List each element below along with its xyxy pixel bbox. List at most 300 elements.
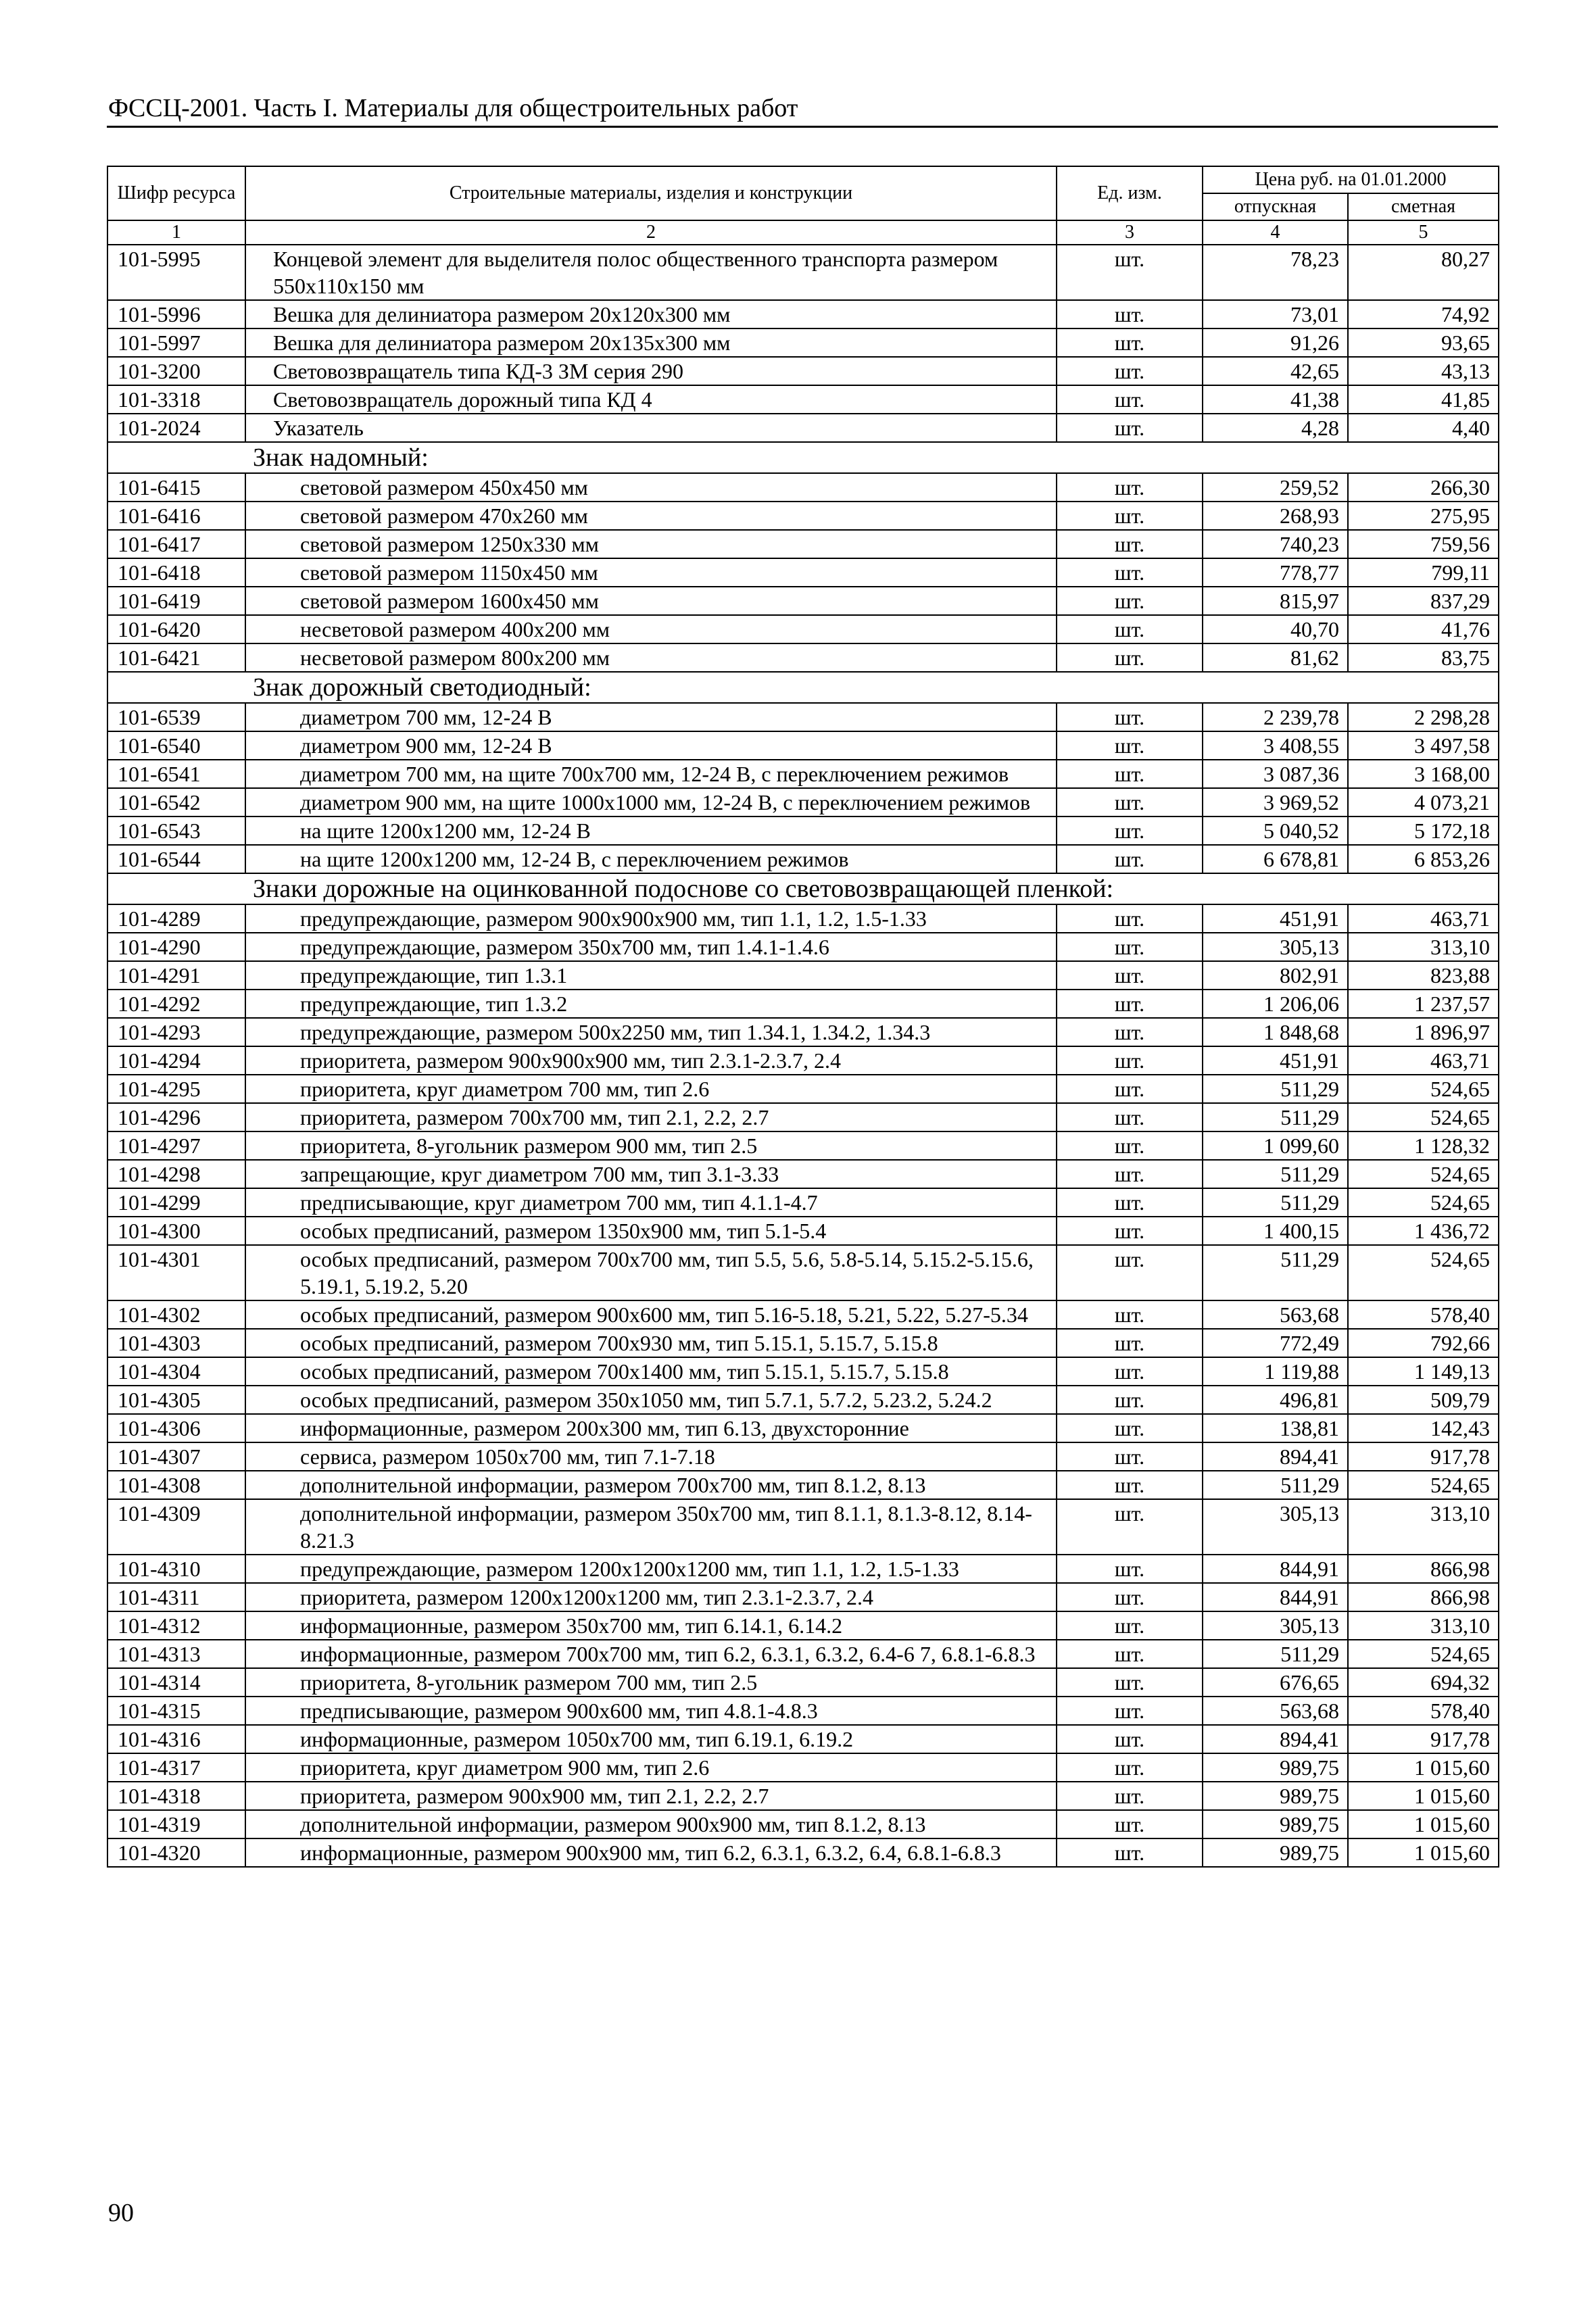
release-price: 3 969,52 — [1203, 788, 1348, 817]
unit-cell: шт. — [1057, 1697, 1203, 1725]
material-name: предписывающие, размером 900х600 мм, тип 4.8.1-4.8.3 — [245, 1697, 1057, 1725]
estimate-price: 524,65 — [1348, 1640, 1499, 1668]
table-row — [107, 1499, 1499, 1555]
unit-cell: шт. — [1057, 933, 1203, 961]
material-name: предупреждающие, размером 500х2250 мм, тип 1.34.1, 1.34.2, 1.34.3 — [245, 1018, 1057, 1046]
estimate-price: 917,78 — [1348, 1725, 1499, 1753]
resource-code: 101-4304 — [107, 1357, 245, 1386]
table-row — [107, 1753, 1499, 1782]
release-price: 511,29 — [1203, 1245, 1348, 1300]
estimate-price: 866,98 — [1348, 1555, 1499, 1583]
material-name: предупреждающие, размером 350х700 мм, тип 1.4.1-1.4.6 — [245, 933, 1057, 961]
column-number: 3 — [1057, 220, 1203, 245]
table-row — [107, 245, 1499, 300]
release-price: 802,91 — [1203, 961, 1348, 990]
unit-cell: шт. — [1057, 1386, 1203, 1414]
release-price: 259,52 — [1203, 473, 1348, 502]
release-price: 4,28 — [1203, 414, 1348, 442]
table-row — [107, 1329, 1499, 1357]
resource-code: 101-4289 — [107, 904, 245, 933]
material-name: диаметром 900 мм, 12-24 В — [245, 731, 1057, 760]
resource-code: 101-4291 — [107, 961, 245, 990]
table-row — [107, 990, 1499, 1018]
resource-code: 101-4310 — [107, 1555, 245, 1583]
estimate-price: 524,65 — [1348, 1075, 1499, 1103]
resource-code: 101-4307 — [107, 1442, 245, 1471]
material-name: световой размером 1600х450 мм — [245, 587, 1057, 615]
material-name: особых предписаний, размером 350х1050 мм, тип 5.7.1, 5.7.2, 5.23.2, 5.24.2 — [245, 1386, 1057, 1414]
release-price: 511,29 — [1203, 1160, 1348, 1188]
estimate-price: 1 896,97 — [1348, 1018, 1499, 1046]
unit-cell: шт. — [1057, 1471, 1203, 1499]
release-price: 511,29 — [1203, 1075, 1348, 1103]
resource-code: 101-6541 — [107, 760, 245, 788]
table-row — [107, 1583, 1499, 1611]
material-name: приоритета, размером 1200х1200х1200 мм, тип 2.3.1-2.3.7, 2.4 — [245, 1583, 1057, 1611]
material-name: предупреждающие, размером 900х900х900 мм, тип 1.1, 1.2, 1.5-1.33 — [245, 904, 1057, 933]
table-row — [107, 760, 1499, 788]
estimate-price: 2 298,28 — [1348, 703, 1499, 731]
release-price: 2 239,78 — [1203, 703, 1348, 731]
release-price: 40,70 — [1203, 615, 1348, 643]
resource-code: 101-4317 — [107, 1753, 245, 1782]
material-name: на щите 1200х1200 мм, 12-24 В, с переключением режимов — [245, 845, 1057, 873]
table-row — [107, 731, 1499, 760]
estimate-price: 524,65 — [1348, 1245, 1499, 1300]
material-name: предупреждающие, тип 1.3.2 — [245, 990, 1057, 1018]
table-row — [107, 587, 1499, 615]
estimate-price: 524,65 — [1348, 1103, 1499, 1131]
table-row — [107, 1611, 1499, 1640]
release-price: 676,65 — [1203, 1668, 1348, 1697]
unit-cell: шт. — [1057, 328, 1203, 357]
release-price: 989,75 — [1203, 1810, 1348, 1838]
unit-cell: шт. — [1057, 530, 1203, 558]
estimate-price: 463,71 — [1348, 1046, 1499, 1075]
release-price: 511,29 — [1203, 1640, 1348, 1668]
table-row — [107, 1300, 1499, 1329]
material-name: особых предписаний, размером 900х600 мм, тип 5.16-5.18, 5.21, 5.22, 5.27-5.34 — [245, 1300, 1057, 1329]
unit-cell: шт. — [1057, 1300, 1203, 1329]
resource-code: 101-4300 — [107, 1217, 245, 1245]
table-row — [107, 300, 1499, 328]
estimate-price: 759,56 — [1348, 530, 1499, 558]
unit-cell: шт. — [1057, 1838, 1203, 1867]
release-price: 740,23 — [1203, 530, 1348, 558]
table-row — [107, 414, 1499, 442]
resource-code: 101-4290 — [107, 933, 245, 961]
resource-code: 101-6417 — [107, 530, 245, 558]
material-name: дополнительной информации, размером 350х700 мм, тип 8.1.1, 8.1.3-8.12, 8.14-8.21.3 — [245, 1499, 1057, 1555]
resource-code: 101-6543 — [107, 817, 245, 845]
material-name: приоритета, круг диаметром 900 мм, тип 2.6 — [245, 1753, 1057, 1782]
table-row — [107, 1245, 1499, 1300]
group-title: Знак надомный: — [107, 442, 1499, 473]
table-body — [107, 245, 1499, 1867]
estimate-price: 1 015,60 — [1348, 1753, 1499, 1782]
unit-cell: шт. — [1057, 1046, 1203, 1075]
release-price: 989,75 — [1203, 1782, 1348, 1810]
header-price: Цена руб. на 01.01.2000 — [1203, 166, 1499, 193]
release-price: 42,65 — [1203, 357, 1348, 385]
release-price: 305,13 — [1203, 1499, 1348, 1555]
release-price: 91,26 — [1203, 328, 1348, 357]
material-name: особых предписаний, размером 700х1400 мм, тип 5.15.1, 5.15.7, 5.15.8 — [245, 1357, 1057, 1386]
resource-code: 101-3200 — [107, 357, 245, 385]
material-name: Вешка для делиниатора размером 20х135х300 мм — [245, 328, 1057, 357]
unit-cell: шт. — [1057, 1131, 1203, 1160]
release-price: 1 206,06 — [1203, 990, 1348, 1018]
resource-code: 101-2024 — [107, 414, 245, 442]
table-row — [107, 558, 1499, 587]
resource-code: 101-4311 — [107, 1583, 245, 1611]
release-price: 511,29 — [1203, 1103, 1348, 1131]
unit-cell: шт. — [1057, 845, 1203, 873]
estimate-price: 266,30 — [1348, 473, 1499, 502]
resource-code: 101-4313 — [107, 1640, 245, 1668]
unit-cell: шт. — [1057, 558, 1203, 587]
page-title: ФССЦ-2001. Часть I. Материалы для общестроительных работ — [108, 94, 798, 122]
unit-cell: шт. — [1057, 760, 1203, 788]
table-row — [107, 1697, 1499, 1725]
estimate-price: 4,40 — [1348, 414, 1499, 442]
release-price: 496,81 — [1203, 1386, 1348, 1414]
resource-code: 101-4294 — [107, 1046, 245, 1075]
group-title: Знак дорожный светодиодный: — [107, 672, 1499, 703]
table-row — [107, 1810, 1499, 1838]
estimate-price: 917,78 — [1348, 1442, 1499, 1471]
resource-code: 101-4298 — [107, 1160, 245, 1188]
unit-cell: шт. — [1057, 357, 1203, 385]
table-row — [107, 933, 1499, 961]
estimate-price: 524,65 — [1348, 1471, 1499, 1499]
column-number: 1 — [107, 220, 245, 245]
estimate-price: 1 015,60 — [1348, 1838, 1499, 1867]
unit-cell: шт. — [1057, 1640, 1203, 1668]
table-row — [107, 845, 1499, 873]
unit-cell: шт. — [1057, 817, 1203, 845]
column-number: 2 — [245, 220, 1057, 245]
release-price: 3 408,55 — [1203, 731, 1348, 760]
estimate-price: 3 168,00 — [1348, 760, 1499, 788]
estimate-price: 578,40 — [1348, 1300, 1499, 1329]
unit-cell: шт. — [1057, 502, 1203, 530]
material-name: световой размером 470х260 мм — [245, 502, 1057, 530]
resource-code: 101-4306 — [107, 1414, 245, 1442]
header-unit: Ед. изм. — [1057, 166, 1203, 220]
unit-cell: шт. — [1057, 1555, 1203, 1583]
unit-cell: шт. — [1057, 615, 1203, 643]
unit-cell: шт. — [1057, 1160, 1203, 1188]
material-name: дополнительной информации, размером 700х700 мм, тип 8.1.2, 8.13 — [245, 1471, 1057, 1499]
resource-code: 101-4299 — [107, 1188, 245, 1217]
material-name: приоритета, размером 700х700 мм, тип 2.1, 2.2, 2.7 — [245, 1103, 1057, 1131]
unit-cell: шт. — [1057, 1075, 1203, 1103]
material-name: приоритета, 8-угольник размером 900 мм, тип 2.5 — [245, 1131, 1057, 1160]
table-row — [107, 1075, 1499, 1103]
table-row — [107, 1217, 1499, 1245]
material-name: Концевой элемент для выделителя полос общественного транспорта размером 550х110х150 мм — [245, 245, 1057, 300]
table-row — [107, 1725, 1499, 1753]
estimate-price: 5 172,18 — [1348, 817, 1499, 845]
table-row — [107, 1188, 1499, 1217]
material-name: световой размером 1250х330 мм — [245, 530, 1057, 558]
header-estimate-price: сметная — [1348, 193, 1499, 220]
estimate-price: 41,76 — [1348, 615, 1499, 643]
release-price: 138,81 — [1203, 1414, 1348, 1442]
unit-cell: шт. — [1057, 385, 1203, 414]
unit-cell: шт. — [1057, 300, 1203, 328]
table-row — [107, 643, 1499, 672]
material-name: информационные, размером 1050х700 мм, тип 6.19.1, 6.19.2 — [245, 1725, 1057, 1753]
resource-code: 101-6420 — [107, 615, 245, 643]
header-name: Строительные материалы, изделия и конструкции — [245, 166, 1057, 220]
release-price: 451,91 — [1203, 1046, 1348, 1075]
table-row — [107, 1838, 1499, 1867]
unit-cell: шт. — [1057, 961, 1203, 990]
material-name: предупреждающие, размером 1200х1200х1200 мм, тип 1.1, 1.2, 1.5-1.33 — [245, 1555, 1057, 1583]
unit-cell: шт. — [1057, 1583, 1203, 1611]
table-row — [107, 1471, 1499, 1499]
material-name: запрещающие, круг диаметром 700 мм, тип 3.1-3.33 — [245, 1160, 1057, 1188]
resource-code: 101-4312 — [107, 1611, 245, 1640]
material-name: световой размером 1150х450 мм — [245, 558, 1057, 587]
material-name: информационные, размером 350х700 мм, тип 6.14.1, 6.14.2 — [245, 1611, 1057, 1640]
resource-code: 101-4296 — [107, 1103, 245, 1131]
resource-code: 101-4316 — [107, 1725, 245, 1753]
unit-cell: шт. — [1057, 1414, 1203, 1442]
resource-code: 101-6415 — [107, 473, 245, 502]
unit-cell: шт. — [1057, 1668, 1203, 1697]
estimate-price: 1 128,32 — [1348, 1131, 1499, 1160]
material-name: информационные, размером 200х300 мм, тип 6.13, двухсторонние — [245, 1414, 1057, 1442]
resource-code: 101-6540 — [107, 731, 245, 760]
table-row — [107, 817, 1499, 845]
estimate-price: 694,32 — [1348, 1668, 1499, 1697]
unit-cell: шт. — [1057, 1753, 1203, 1782]
release-price: 778,77 — [1203, 558, 1348, 587]
resource-code: 101-4301 — [107, 1245, 245, 1300]
unit-cell: шт. — [1057, 473, 1203, 502]
table-row — [107, 473, 1499, 502]
unit-cell: шт. — [1057, 990, 1203, 1018]
resource-code: 101-6542 — [107, 788, 245, 817]
material-name: Вешка для делиниатора размером 20х120х300 мм — [245, 300, 1057, 328]
estimate-price: 524,65 — [1348, 1188, 1499, 1217]
resource-code: 101-4318 — [107, 1782, 245, 1810]
material-name: на щите 1200х1200 мм, 12-24 В — [245, 817, 1057, 845]
material-name: дополнительной информации, размером 900х900 мм, тип 8.1.2, 8.13 — [245, 1810, 1057, 1838]
estimate-price: 1 015,60 — [1348, 1782, 1499, 1810]
unit-cell: шт. — [1057, 1442, 1203, 1471]
table-row — [107, 1668, 1499, 1697]
title-rule — [107, 126, 1498, 128]
material-name: световой размером 450х450 мм — [245, 473, 1057, 502]
table-row — [107, 703, 1499, 731]
table-row — [107, 1782, 1499, 1810]
estimate-price: 1 436,72 — [1348, 1217, 1499, 1245]
material-name: информационные, размером 700х700 мм, тип 6.2, 6.3.1, 6.3.2, 6.4-6 7, 6.8.1-6.8.3 — [245, 1640, 1057, 1668]
resource-code: 101-4319 — [107, 1810, 245, 1838]
release-price: 511,29 — [1203, 1471, 1348, 1499]
table-row — [107, 1442, 1499, 1471]
group-header-row — [107, 672, 1499, 703]
unit-cell: шт. — [1057, 414, 1203, 442]
material-name: несветовой размером 400х200 мм — [245, 615, 1057, 643]
estimate-price: 313,10 — [1348, 1611, 1499, 1640]
table-row — [107, 1131, 1499, 1160]
release-price: 894,41 — [1203, 1442, 1348, 1471]
estimate-price: 4 073,21 — [1348, 788, 1499, 817]
table-row — [107, 1018, 1499, 1046]
material-name: приоритета, размером 900х900 мм, тип 2.1, 2.2, 2.7 — [245, 1782, 1057, 1810]
table-row — [107, 1414, 1499, 1442]
material-name: диаметром 900 мм, на щите 1000х1000 мм, 12-24 В, с переключением режимов — [245, 788, 1057, 817]
unit-cell: шт. — [1057, 788, 1203, 817]
resource-code: 101-4314 — [107, 1668, 245, 1697]
unit-cell: шт. — [1057, 643, 1203, 672]
release-price: 1 099,60 — [1203, 1131, 1348, 1160]
unit-cell: шт. — [1057, 731, 1203, 760]
resource-code: 101-6418 — [107, 558, 245, 587]
release-price: 73,01 — [1203, 300, 1348, 328]
resource-code: 101-3318 — [107, 385, 245, 414]
resource-code: 101-4292 — [107, 990, 245, 1018]
resource-code: 101-4320 — [107, 1838, 245, 1867]
release-price: 451,91 — [1203, 904, 1348, 933]
resource-code: 101-5995 — [107, 245, 245, 300]
unit-cell: шт. — [1057, 1725, 1203, 1753]
material-name: несветовой размером 800х200 мм — [245, 643, 1057, 672]
material-name: предписывающие, круг диаметром 700 мм, тип 4.1.1-4.7 — [245, 1188, 1057, 1217]
material-name: диаметром 700 мм, на щите 700х700 мм, 12-24 В, с переключением режимов — [245, 760, 1057, 788]
table-row — [107, 1386, 1499, 1414]
estimate-price: 142,43 — [1348, 1414, 1499, 1442]
material-name: приоритета, размером 900х900х900 мм, тип 2.3.1-2.3.7, 2.4 — [245, 1046, 1057, 1075]
resource-code: 101-4293 — [107, 1018, 245, 1046]
material-name: предупреждающие, тип 1.3.1 — [245, 961, 1057, 990]
estimate-price: 93,65 — [1348, 328, 1499, 357]
group-header-row — [107, 873, 1499, 904]
table-row — [107, 385, 1499, 414]
estimate-price: 578,40 — [1348, 1697, 1499, 1725]
header-release-price: отпускная — [1203, 193, 1348, 220]
release-price: 305,13 — [1203, 1611, 1348, 1640]
column-numbers-row — [107, 220, 1499, 245]
resource-code: 101-4295 — [107, 1075, 245, 1103]
unit-cell: шт. — [1057, 904, 1203, 933]
estimate-price: 80,27 — [1348, 245, 1499, 300]
release-price: 1 400,15 — [1203, 1217, 1348, 1245]
estimate-price: 3 497,58 — [1348, 731, 1499, 760]
table-row — [107, 502, 1499, 530]
release-price: 563,68 — [1203, 1300, 1348, 1329]
unit-cell: шт. — [1057, 1499, 1203, 1555]
unit-cell: шт. — [1057, 1611, 1203, 1640]
estimate-price: 313,10 — [1348, 1499, 1499, 1555]
release-price: 772,49 — [1203, 1329, 1348, 1357]
material-name: особых предписаний, размером 1350х900 мм, тип 5.1-5.4 — [245, 1217, 1057, 1245]
resource-code: 101-6416 — [107, 502, 245, 530]
estimate-price: 313,10 — [1348, 933, 1499, 961]
release-price: 894,41 — [1203, 1725, 1348, 1753]
column-number: 5 — [1348, 220, 1499, 245]
group-title: Знаки дорожные на оцинкованной подоснове со световозвращающей пленкой: — [107, 873, 1499, 904]
release-price: 989,75 — [1203, 1838, 1348, 1867]
table-row — [107, 1046, 1499, 1075]
release-price: 305,13 — [1203, 933, 1348, 961]
unit-cell: шт. — [1057, 1188, 1203, 1217]
unit-cell: шт. — [1057, 1810, 1203, 1838]
unit-cell: шт. — [1057, 1329, 1203, 1357]
resource-code: 101-6539 — [107, 703, 245, 731]
estimate-price: 799,11 — [1348, 558, 1499, 587]
material-name: приоритета, круг диаметром 700 мм, тип 2.6 — [245, 1075, 1057, 1103]
material-name: Указатель — [245, 414, 1057, 442]
estimate-price: 866,98 — [1348, 1583, 1499, 1611]
release-price: 511,29 — [1203, 1188, 1348, 1217]
release-price: 563,68 — [1203, 1697, 1348, 1725]
resource-code: 101-5997 — [107, 328, 245, 357]
resource-code: 101-6421 — [107, 643, 245, 672]
resource-code: 101-4302 — [107, 1300, 245, 1329]
estimate-price: 1 237,57 — [1348, 990, 1499, 1018]
material-name: информационные, размером 900х900 мм, тип 6.2, 6.3.1, 6.3.2, 6.4, 6.8.1-6.8.3 — [245, 1838, 1057, 1867]
estimate-price: 1 015,60 — [1348, 1810, 1499, 1838]
table-row — [107, 788, 1499, 817]
material-name: Световозвращатель дорожный типа КД 4 — [245, 385, 1057, 414]
price-table — [107, 166, 1499, 1868]
estimate-price: 43,13 — [1348, 357, 1499, 385]
release-price: 5 040,52 — [1203, 817, 1348, 845]
unit-cell: шт. — [1057, 587, 1203, 615]
material-name: сервиса, размером 1050х700 мм, тип 7.1-7.18 — [245, 1442, 1057, 1471]
unit-cell: шт. — [1057, 1357, 1203, 1386]
unit-cell: шт. — [1057, 1782, 1203, 1810]
resource-code: 101-6544 — [107, 845, 245, 873]
estimate-price: 1 149,13 — [1348, 1357, 1499, 1386]
release-price: 41,38 — [1203, 385, 1348, 414]
unit-cell: шт. — [1057, 1018, 1203, 1046]
estimate-price: 275,95 — [1348, 502, 1499, 530]
estimate-price: 83,75 — [1348, 643, 1499, 672]
table-row — [107, 530, 1499, 558]
material-name: особых предписаний, размером 700х700 мм, тип 5.5, 5.6, 5.8-5.14, 5.15.2-5.15.6, 5.19.1, 5.19.2, 5.20 — [245, 1245, 1057, 1300]
header-code: Шифр ресурса — [107, 166, 245, 220]
table-row — [107, 1357, 1499, 1386]
release-price: 989,75 — [1203, 1753, 1348, 1782]
release-price: 1 848,68 — [1203, 1018, 1348, 1046]
table-row — [107, 1640, 1499, 1668]
table-row — [107, 1555, 1499, 1583]
release-price: 81,62 — [1203, 643, 1348, 672]
table-row — [107, 328, 1499, 357]
resource-code: 101-6419 — [107, 587, 245, 615]
table-row — [107, 904, 1499, 933]
material-name: диаметром 700 мм, 12-24 В — [245, 703, 1057, 731]
resource-code: 101-4308 — [107, 1471, 245, 1499]
resource-code: 101-4303 — [107, 1329, 245, 1357]
group-header-row — [107, 442, 1499, 473]
material-name: приоритета, 8-угольник размером 700 мм, тип 2.5 — [245, 1668, 1057, 1697]
table-row — [107, 1103, 1499, 1131]
unit-cell: шт. — [1057, 1245, 1203, 1300]
unit-cell: шт. — [1057, 703, 1203, 731]
table-row — [107, 1160, 1499, 1188]
unit-cell: шт. — [1057, 1103, 1203, 1131]
estimate-price: 823,88 — [1348, 961, 1499, 990]
release-price: 78,23 — [1203, 245, 1348, 300]
